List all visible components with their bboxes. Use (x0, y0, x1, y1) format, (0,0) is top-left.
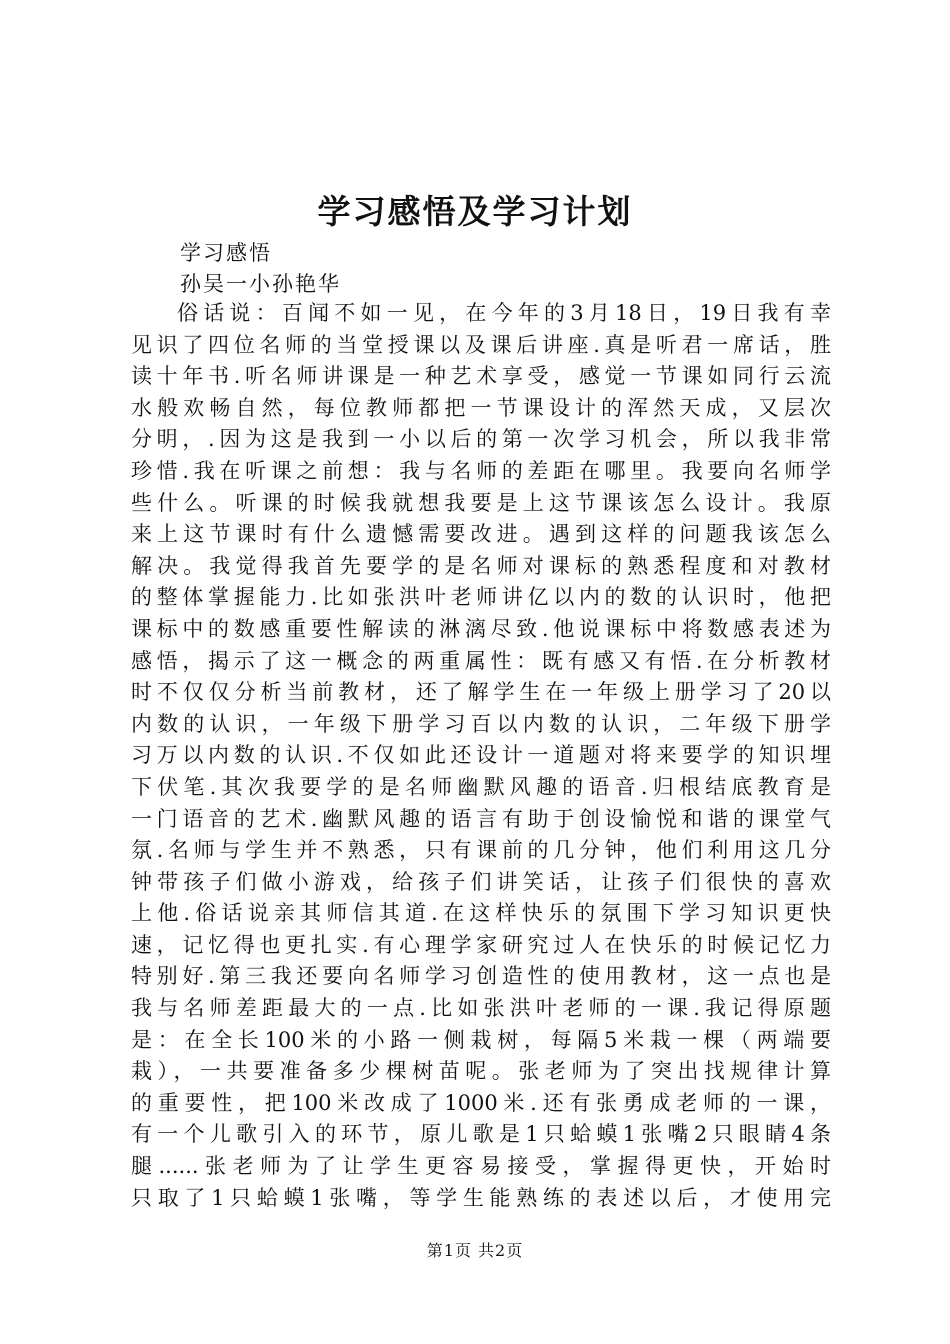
body-line: 栽），一共要准备多少棵树苗呢。张老师为了突出找规律计算 (131, 1059, 831, 1084)
body-line: 氛.名师与学生并不熟悉，只有课前的几分钟，他们利用这几分 (131, 838, 831, 863)
body-line: 特别好.第三我还要向名师学习创造性的使用教材，这一点也是 (131, 964, 831, 989)
body-line: 腿......张老师为了让学生更容易接受，掌握得更快，开始时 (131, 1154, 831, 1179)
body-line: 时不仅仅分析当前教材，还了解学生在一年级上册学习了20以 (131, 680, 831, 705)
body-line: 见识了四位名师的当堂授课以及课后讲座.真是听君一席话，胜 (131, 332, 831, 357)
body-line: 的整体掌握能力.比如张洪叶老师讲亿以内的数的认识时，他把 (131, 585, 831, 610)
body-line: 是：在全长100米的小路一侧栽树，每隔5米栽一棵（两端要 (131, 1027, 831, 1052)
body-text (131, 298, 831, 1214)
body-line: 解决。我觉得我首先要学的是名师对课标的熟悉程度和对教材 (131, 553, 831, 578)
body-line: 内数的认识，一年级下册学习百以内数的认识，二年级下册学 (131, 711, 831, 736)
body-line: 上他.俗话说亲其师信其道.在这样快乐的氛围下学习知识更快 (131, 901, 831, 926)
page-number: 第1页 共2页 (426, 1241, 524, 1260)
body-line: 俗话说：百闻不如一见，在今年的3月18日，19日我有幸 (177, 301, 831, 325)
body-line: 习万以内数的认识.不仅如此还设计一道题对将来要学的知识埋 (131, 743, 831, 768)
document-title: 学习感悟及学习计划 (317, 192, 633, 231)
body-line: 珍惜.我在听课之前想：我与名师的差距在哪里。我要向名师学 (131, 458, 831, 483)
body-line: 感悟，揭示了这一概念的两重属性：既有感又有悟.在分析教材 (131, 648, 831, 673)
body-line: 一门语音的艺术.幽默风趣的语言有助于创设愉悦和谐的课堂气 (131, 806, 831, 831)
body-line: 钟带孩子们做小游戏，给孩子们讲笑话，让孩子们很快的喜欢 (131, 869, 831, 894)
body-line: 水般欢畅自然，每位教师都把一节课设计的浑然天成，又层次 (131, 395, 831, 420)
body-line: 些什么。听课的时候我就想我要是上这节课该怎么设计。我原 (131, 490, 831, 515)
body-line: 分明，.因为这是我到一小以后的第一次学习机会，所以我非常 (131, 427, 831, 452)
body-line: 的重要性，把100米改成了1000米.还有张勇成老师的一课， (131, 1090, 831, 1115)
body-line: 我与名师差距最大的一点.比如张洪叶老师的一课.我记得原题 (131, 996, 831, 1021)
body-line: 只取了1只蛤蟆1张嘴，等学生能熟练的表述以后，才使用完 (131, 1185, 831, 1210)
author-line: 孙吴一小孙艳华 (180, 272, 341, 296)
body-line: 课标中的数感重要性解读的淋漓尽致.他说课标中将数感表述为 (131, 616, 831, 641)
section-heading: 学习感悟 (180, 241, 272, 265)
body-line: 来上这节课时有什么遗憾需要改进。遇到这样的问题我该怎么 (131, 522, 831, 547)
body-line: 速，记忆得也更扎实.有心理学家研究过人在快乐的时候记忆力 (131, 932, 831, 957)
body-line: 有一个儿歌引入的环节，原儿歌是1只蛤蟆1张嘴2只眼睛4条 (131, 1122, 831, 1147)
body-line: 下伏笔.其次我要学的是名师幽默风趣的语音.归根结底教育是 (131, 774, 831, 799)
body-line: 读十年书.听名师讲课是一种艺术享受，感觉一节课如同行云流 (131, 364, 831, 389)
